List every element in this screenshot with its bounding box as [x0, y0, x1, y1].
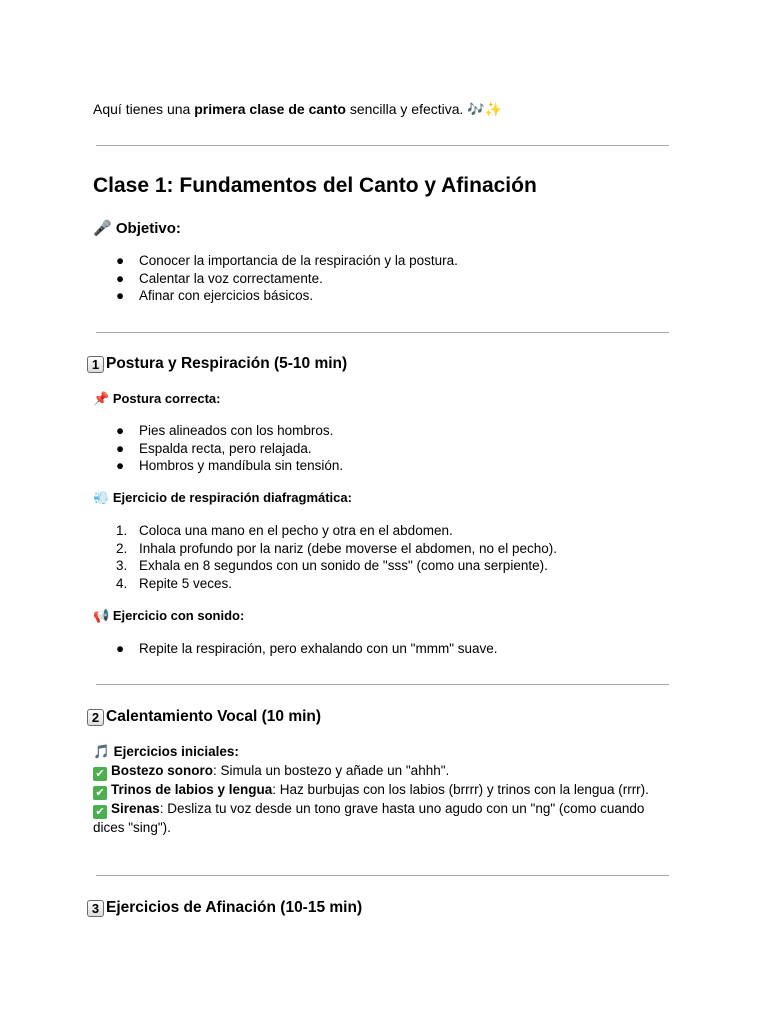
divider	[96, 875, 669, 876]
bullet-icon: ●	[116, 253, 125, 268]
microphone-icon: 🎤	[93, 219, 112, 237]
intro-bold: primera clase de canto	[194, 101, 346, 117]
warmup-item-text: : Desliza tu voz desde un tono grave hasta uno agudo con un "ng" (como cuando dices "sing").	[93, 800, 645, 835]
list-item-text: Pies alineados con los hombros.	[139, 423, 334, 438]
dash-wind-icon: 💨	[93, 491, 110, 506]
warmup-item	[93, 800, 668, 837]
breathing-steps-list	[116, 522, 557, 593]
list-item-text: Espalda recta, pero relajada.	[139, 440, 312, 456]
sound-heading-label: Ejercicio con sonido:	[112, 608, 245, 623]
intro-paragraph	[93, 101, 502, 118]
bullet-icon: ●	[116, 423, 125, 438]
list-item-text: Repite 5 veces.	[139, 576, 233, 592]
musical-note-icon: 🎵	[93, 744, 110, 760]
intro-prefix: Aquí tienes una	[93, 101, 195, 117]
step-number: 3.	[116, 558, 128, 574]
keycap-three-icon: 3	[87, 900, 104, 917]
warmup-item-text: : Simula un bostezo y añade un "ahhh".	[213, 762, 450, 778]
warmup-item	[93, 762, 668, 781]
keycap-two-icon: 2	[87, 709, 104, 726]
posture-list	[116, 422, 343, 475]
sound-heading	[93, 608, 244, 624]
warmup-heading	[93, 743, 668, 762]
check-mark-icon: ✔	[93, 767, 107, 781]
bullet-icon: ●	[116, 288, 125, 304]
list-item-text: Coloca una mano en el pecho y otra en el abdomen.	[139, 523, 453, 538]
list-item	[116, 557, 557, 575]
warmup-item	[93, 781, 668, 800]
pushpin-icon: 📌	[93, 392, 110, 407]
step-number: 2.	[116, 540, 128, 556]
breathing-heading-label: Ejercicio de respiración diafragmática:	[112, 490, 352, 505]
objective-list	[116, 252, 458, 305]
list-item-text: Hombros y mandíbula sin tensión.	[139, 458, 344, 474]
warmup-heading-label: Ejercicios iniciales:	[113, 744, 239, 759]
megaphone-icon: 📢	[93, 609, 110, 624]
divider	[96, 684, 669, 685]
bullet-icon: ●	[116, 270, 125, 286]
divider	[96, 332, 669, 333]
keycap-one-icon: 1	[87, 356, 104, 373]
posture-heading-label: Postura correcta:	[112, 391, 221, 406]
list-item	[116, 252, 458, 270]
list-item	[116, 270, 458, 288]
bullet-icon: ●	[116, 458, 125, 474]
music-sparkles-icon: 🎶✨	[467, 102, 503, 118]
page-title: Clase 1: Fundamentos del Canto y Afinación	[93, 174, 537, 197]
section3-heading	[87, 899, 362, 917]
warmup-block	[93, 743, 668, 836]
section3-heading-label: Ejercicios de Afinación (10-15 min)	[106, 899, 363, 916]
list-item-text: Afinar con ejercicios básicos.	[139, 288, 314, 304]
list-item	[116, 440, 343, 458]
objective-heading-label: Objetivo:	[115, 220, 181, 237]
intro-suffix: sencilla y efectiva.	[345, 101, 468, 117]
list-item	[116, 640, 498, 658]
list-item-text: Calentar la voz correctamente.	[139, 270, 323, 286]
section1-heading-label: Postura y Respiración (5-10 min)	[106, 355, 348, 372]
bullet-icon: ●	[116, 641, 125, 656]
list-item-text: Exhala en 8 segundos con un sonido de "sss" (como una serpiente).	[139, 558, 548, 574]
list-item	[116, 575, 557, 593]
warmup-item-text: : Haz burbujas con los labios (brrrr) y trinos con la lengua (rrrr).	[272, 781, 649, 797]
posture-heading	[93, 391, 220, 407]
list-item	[116, 287, 458, 305]
step-number: 1.	[116, 523, 128, 538]
list-item	[116, 422, 343, 440]
sound-list	[116, 640, 498, 658]
divider	[96, 145, 669, 146]
breathing-heading	[93, 490, 352, 506]
list-item	[116, 540, 557, 558]
list-item	[116, 522, 557, 540]
section2-heading-label: Calentamiento Vocal (10 min)	[106, 708, 322, 725]
check-mark-icon: ✔	[93, 786, 107, 800]
list-item-text: Repite la respiración, pero exhalando con un "mmm" suave.	[139, 641, 498, 656]
section1-heading	[87, 355, 347, 373]
list-item-text: Inhala profundo por la nariz (debe moverse el abdomen, no el pecho).	[139, 540, 558, 556]
section2-heading	[87, 708, 321, 726]
list-item-text: Conocer la importancia de la respiración y la postura.	[139, 253, 458, 268]
list-item	[116, 457, 343, 475]
bullet-icon: ●	[116, 440, 125, 456]
step-number: 4.	[116, 576, 128, 592]
check-mark-icon: ✔	[93, 805, 107, 819]
objective-heading	[93, 219, 181, 237]
warmup-item-bold: Bostezo sonoro	[111, 762, 214, 778]
warmup-item-bold: Trinos de labios y lengua	[111, 781, 273, 797]
warmup-item-bold: Sirenas	[111, 800, 160, 816]
